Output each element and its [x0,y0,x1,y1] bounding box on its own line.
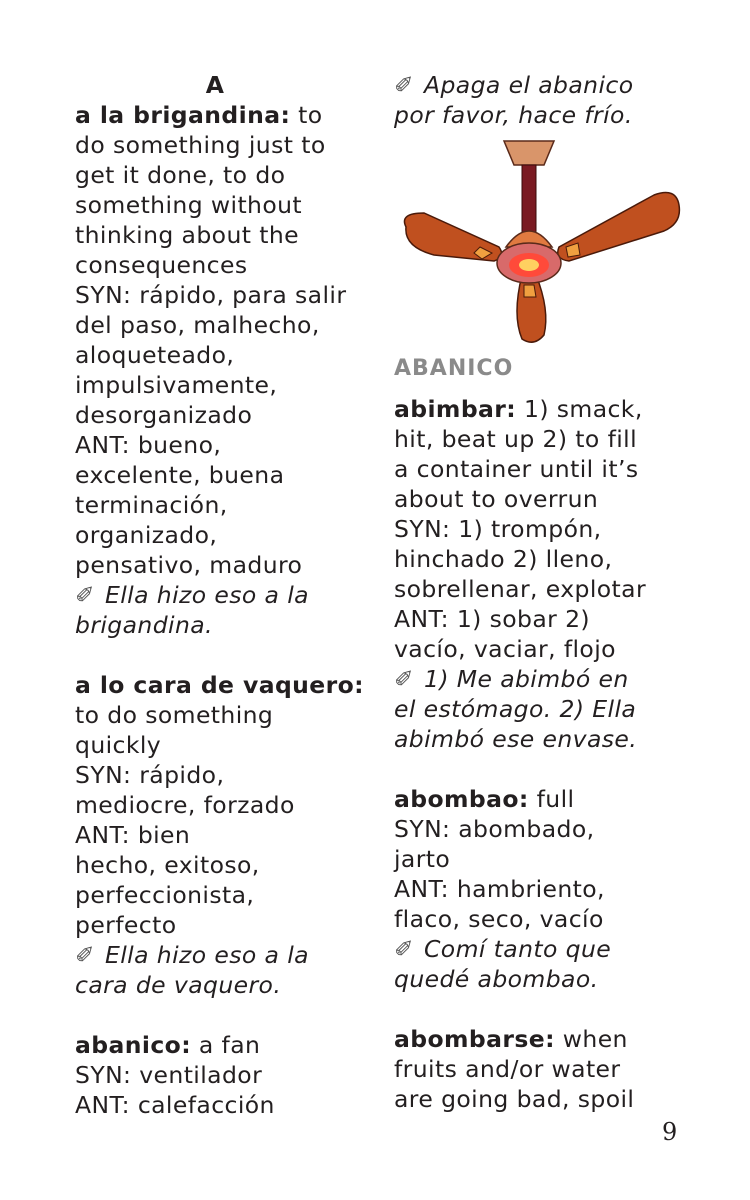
right-column [394,70,684,1114]
headword: abimbar: [394,395,517,423]
headword: abanico: [75,1031,191,1059]
antonyms-line: ANT: bien [75,821,191,849]
pencil-icon: ✐ [75,581,96,609]
definition: to [290,101,323,129]
example-line: quedé abombao. [394,965,599,993]
headword: a lo cara de vaquero: [75,671,364,699]
entry-abombarse [394,1024,684,1114]
fan-canopy [504,141,554,165]
ceiling-fan-illustration [394,135,684,350]
synonyms-line: mediocre, forzado [75,791,295,819]
example-line: el estómago. 2) Ella [394,695,637,723]
pencil-icon: ✐ [75,941,96,969]
synonyms-line: SYN: rápido, [75,761,225,789]
antonyms-line: flaco, seco, vacío [394,905,604,933]
pencil-icon: ✐ [394,935,415,963]
section-letter: A [205,71,225,99]
synonyms-line: SYN: 1) trompón, [394,515,602,543]
antonyms-line: perfecto [75,911,177,939]
definition-line: to do something [75,701,274,729]
page-number: 9 [662,1118,678,1146]
example-line: Comí tanto que [424,935,612,963]
example-line: Ella hizo eso a la [105,581,309,609]
definition-line: get it done, to do [75,161,286,189]
entry-a-la-brigandina [75,100,365,640]
antonyms-line: vacío, vaciar, flojo [394,635,616,663]
headword: abombarse: [394,1025,555,1053]
antonyms-line: excelente, buena [75,461,285,489]
example-line: abimbó ese envase. [394,725,638,753]
entry-abombao [394,784,684,994]
antonyms-line: terminación, [75,491,228,519]
entry-abanico [75,1030,365,1120]
pencil-icon: ✐ [394,665,415,693]
antonyms-line: pensativo, maduro [75,551,303,579]
definition: a fan [191,1031,261,1059]
example-line: 1) Me abimbó en [424,665,629,693]
headword: a la brigandina: [75,101,291,129]
headword: abombao: [394,785,529,813]
definition-line: fruits and/or water [394,1055,621,1083]
synonyms-line: desorganizado [75,401,253,429]
antonyms-line: perfeccionista, [75,881,255,909]
synonyms-line: SYN: rápido, para salir [75,281,347,309]
definition-line: consequences [75,251,248,279]
example-line: cara de vaquero. [75,971,282,999]
synonyms-line: del paso, malhecho, [75,311,320,339]
antonyms-line: ANT: hambriento, [394,875,605,903]
antonyms-line: organizado, [75,521,218,549]
definition-line: are going bad, spoil [394,1085,635,1113]
image-caption: ABANICO [394,356,514,381]
example-line: brigandina. [75,611,213,639]
pencil-icon: ✐ [394,71,415,99]
example-line: Apaga el abanico [424,71,634,99]
definition: 1) smack, [516,395,643,423]
synonyms-line: impulsivamente, [75,371,278,399]
definition: when [554,1025,628,1053]
definition-line: quickly [75,731,162,759]
definition-line: thinking about the [75,221,299,249]
antonyms-line: ANT: calefacción [75,1091,275,1119]
definition-line: do something just to [75,131,326,159]
synonyms-line: sobrellenar, explotar [394,575,647,603]
entry-a-lo-cara-de-vaquero [75,670,365,1000]
antonyms-line: ANT: bueno, [75,431,222,459]
left-column [75,70,365,1120]
definition-line: a container until it’s [394,455,639,483]
definition: full [528,785,575,813]
synonyms-line: jarto [394,845,451,873]
entry-abimbar [394,394,684,754]
synonyms-line: SYN: ventilador [75,1061,263,1089]
antonyms-line: ANT: 1) sobar 2) [394,605,590,633]
synonyms-line: hinchado 2) lleno, [394,545,613,573]
definition-line: about to overrun [394,485,599,513]
antonyms-line: hecho, exitoso, [75,851,260,879]
example-line: por favor, hace frío. [394,101,633,129]
definition-line: something without [75,191,303,219]
fan-rod [522,165,536,235]
example-line: Ella hizo eso a la [105,941,309,969]
definition-line: hit, beat up 2) to fill [394,425,638,453]
synonyms-line: SYN: abombado, [394,815,595,843]
synonyms-line: aloqueteado, [75,341,235,369]
